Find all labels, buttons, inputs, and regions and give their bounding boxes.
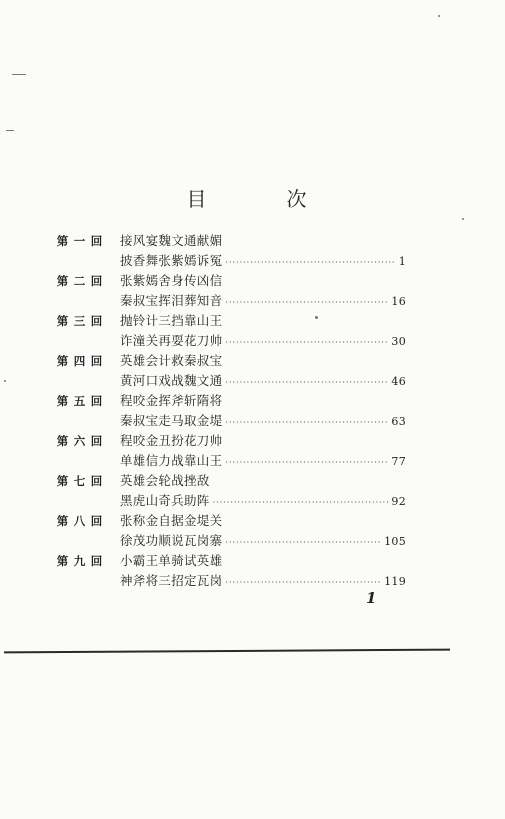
chapter-page-number: 119 <box>384 575 406 588</box>
chapter-number-char: 二 <box>73 274 86 288</box>
scan-speck <box>315 316 318 319</box>
toc-entry <box>54 351 406 391</box>
scan-speck <box>4 380 6 382</box>
chapter-number <box>54 271 106 291</box>
chapter-title-line1: 程咬金挥斧斩隋将 <box>120 393 223 408</box>
toc-entry <box>54 471 406 511</box>
chapter-title-line2-wrapper <box>120 251 406 273</box>
chapter-number-char: 五 <box>73 394 86 408</box>
toc-entry-second-row <box>54 291 406 311</box>
scan-speck <box>438 15 440 17</box>
chapter-number <box>54 311 106 331</box>
chapter-title-line2: 黄河口戏战魏文通 <box>120 373 223 388</box>
bottom-rule <box>4 649 450 654</box>
toc-entry <box>54 431 406 471</box>
chapter-number <box>54 351 106 371</box>
chapter-number-char: 回 <box>90 354 103 368</box>
chapter-number-char: 三 <box>73 314 86 328</box>
toc-entry <box>54 231 406 271</box>
chapter-number-char: 回 <box>90 394 103 408</box>
chapter-number-char: 七 <box>73 474 86 488</box>
toc-entry-second-row <box>54 571 406 591</box>
chapter-number <box>54 551 106 571</box>
scan-speck <box>6 130 14 131</box>
chapter-title-line1: 小霸王单骑试英雄 <box>120 553 223 568</box>
chapter-title-line2-wrapper <box>120 571 406 593</box>
chapter-title-line2-wrapper <box>120 451 406 473</box>
leader-dots <box>225 413 388 433</box>
leader-dots <box>225 333 388 353</box>
toc-entry-second-row <box>54 451 406 471</box>
chapter-number-char: 一 <box>73 234 86 248</box>
chapter-number-char: 四 <box>73 354 86 368</box>
chapter-number-char: 回 <box>90 434 103 448</box>
toc-entry <box>54 271 406 311</box>
scan-speck <box>462 218 464 220</box>
chapter-title-line1: 抛铃计三挡靠山王 <box>120 313 223 328</box>
toc-entry-heading-row <box>54 551 406 571</box>
chapter-number-char: 第 <box>56 394 69 408</box>
page-title: 目 次 <box>186 187 337 211</box>
chapter-title-line1: 英雄会轮战挫敌 <box>120 473 210 488</box>
toc-entry-heading-row <box>54 391 406 411</box>
chapter-page-number: 92 <box>391 495 406 508</box>
chapter-page-number: 16 <box>391 295 406 308</box>
chapter-title-line2: 秦叔宝走马取金堤 <box>120 413 223 428</box>
toc-entry-heading-row <box>54 471 406 491</box>
chapter-number-char: 回 <box>90 474 103 488</box>
chapter-number-char: 九 <box>73 554 86 568</box>
toc-entry-heading-row <box>54 511 406 531</box>
chapter-number-char: 第 <box>56 274 69 288</box>
chapter-title-line2-wrapper <box>120 411 406 433</box>
leader-dots <box>225 373 388 393</box>
chapter-page-number: 63 <box>391 415 406 428</box>
chapter-page-number: 105 <box>384 535 406 548</box>
chapter-page-number: 46 <box>391 375 406 388</box>
toc-entry-heading-row <box>54 351 406 371</box>
chapter-number-char: 第 <box>56 234 69 248</box>
chapter-number-char: 第 <box>56 314 69 328</box>
chapter-number-char: 第 <box>56 354 69 368</box>
chapter-number-char: 第 <box>56 434 69 448</box>
chapter-number-char: 回 <box>90 314 103 328</box>
chapter-title-line2: 诈潼关再耍花刀帅 <box>120 333 223 348</box>
toc-entry-heading-row <box>54 271 406 291</box>
chapter-page-number: 1 <box>398 255 406 268</box>
chapter-title-line2: 徐茂功顺说瓦岗寨 <box>120 533 223 548</box>
leader-dots <box>225 253 395 273</box>
chapter-number <box>54 471 106 491</box>
chapter-number <box>54 511 106 531</box>
chapter-number-char: 回 <box>90 274 103 288</box>
toc-entry-second-row <box>54 371 406 391</box>
chapter-title-line1: 接风宴魏文通献媚 <box>120 233 223 248</box>
chapter-title-line1: 程咬金丑扮花刀帅 <box>120 433 223 448</box>
toc-entry <box>54 311 406 351</box>
chapter-number-char: 六 <box>73 434 86 448</box>
chapter-title-line2: 神斧将三招定瓦岗 <box>120 573 223 588</box>
chapter-number-char: 回 <box>90 514 103 528</box>
chapter-number <box>54 231 106 251</box>
chapter-number <box>54 431 106 451</box>
chapter-page-number: 30 <box>391 335 406 348</box>
chapter-number-char: 回 <box>90 234 103 248</box>
leader-dots <box>213 493 389 513</box>
chapter-title-line2-wrapper <box>120 491 406 513</box>
chapter-title-line2: 单雄信力战靠山王 <box>120 453 223 468</box>
toc-entry-heading-row <box>54 431 406 451</box>
toc-entry-second-row <box>54 331 406 351</box>
chapter-page-number: 77 <box>391 455 406 468</box>
chapter-number-char: 第 <box>56 474 69 488</box>
chapter-title-line2-wrapper <box>120 371 406 393</box>
leader-dots <box>225 573 381 593</box>
toc-entry-heading-row <box>54 311 406 331</box>
toc-entry-second-row <box>54 251 406 271</box>
chapter-number <box>54 391 106 411</box>
toc-entry <box>54 551 406 591</box>
toc-entry-second-row <box>54 491 406 511</box>
leader-dots <box>225 293 388 313</box>
chapter-title-line2-wrapper <box>120 531 406 553</box>
toc-entry <box>54 391 406 431</box>
table-of-contents <box>54 231 406 591</box>
leader-dots <box>225 453 388 473</box>
scan-speck <box>12 74 26 75</box>
chapter-title-line2: 黑虎山奇兵助阵 <box>120 493 210 508</box>
chapter-number-char: 八 <box>73 514 86 528</box>
chapter-title-line2: 披香舞张紫嫣诉冤 <box>120 253 223 268</box>
leader-dots <box>225 533 381 553</box>
chapter-number-char: 回 <box>90 554 103 568</box>
toc-entry-heading-row <box>54 231 406 251</box>
chapter-number-char: 第 <box>56 514 69 528</box>
chapter-title-line2-wrapper <box>120 331 406 353</box>
toc-entry <box>54 511 406 551</box>
page-number: 1 <box>366 589 377 607</box>
chapter-title-line2-wrapper <box>120 291 406 313</box>
chapter-title-line1: 张紫嫣舍身传凶信 <box>120 273 223 288</box>
chapter-title-line2: 秦叔宝挥泪葬知音 <box>120 293 223 308</box>
chapter-title-line1: 英雄会计救秦叔宝 <box>120 353 223 368</box>
chapter-number-char: 第 <box>56 554 69 568</box>
toc-entry-second-row <box>54 531 406 551</box>
chapter-title-line1: 张称金自据金堤关 <box>120 513 223 528</box>
toc-entry-second-row <box>54 411 406 431</box>
